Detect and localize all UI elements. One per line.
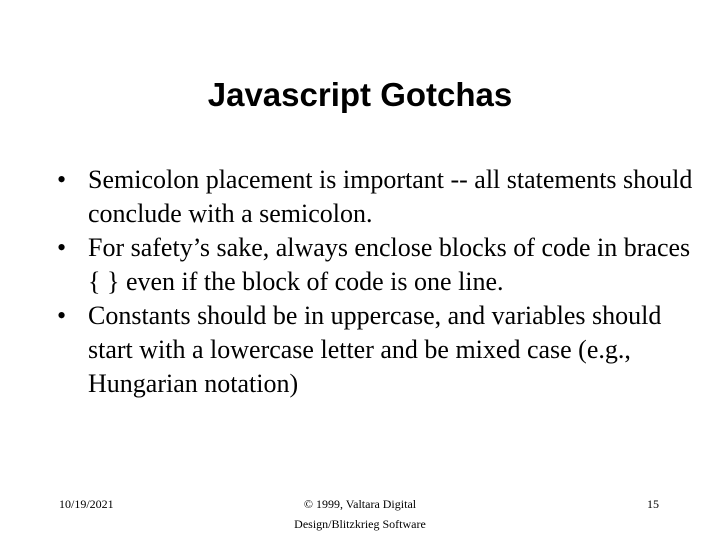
bullet-list — [57, 163, 697, 401]
footer-copyright — [0, 494, 720, 534]
bullet-icon: • — [57, 165, 67, 194]
bullet-item — [57, 299, 697, 401]
bullet-text: Semicolon placement is important -- all statements should conclude with a semicolon. — [88, 165, 693, 228]
bullet-icon: • — [57, 301, 67, 330]
bullet-icon: • — [57, 233, 67, 262]
copyright-line-1: © 1999, Valtara Digital — [303, 497, 417, 511]
bullet-text: For safety’s sake, always enclose blocks of code in braces { } even if the block of code is one line. — [88, 233, 691, 296]
bullet-item — [57, 231, 697, 299]
copyright-line-2: Design/Blitzkrieg Software — [294, 517, 426, 531]
bullet-text: Constants should be in uppercase, and variables should start with a lowercase letter and be mixed case (e.g., Hungarian notation) — [88, 301, 662, 398]
slide-title: Javascript Gotchas — [207, 76, 513, 113]
footer-date: 10/19/2021 — [59, 497, 114, 511]
page-number: 15 — [647, 497, 659, 511]
bullet-item — [57, 163, 697, 231]
